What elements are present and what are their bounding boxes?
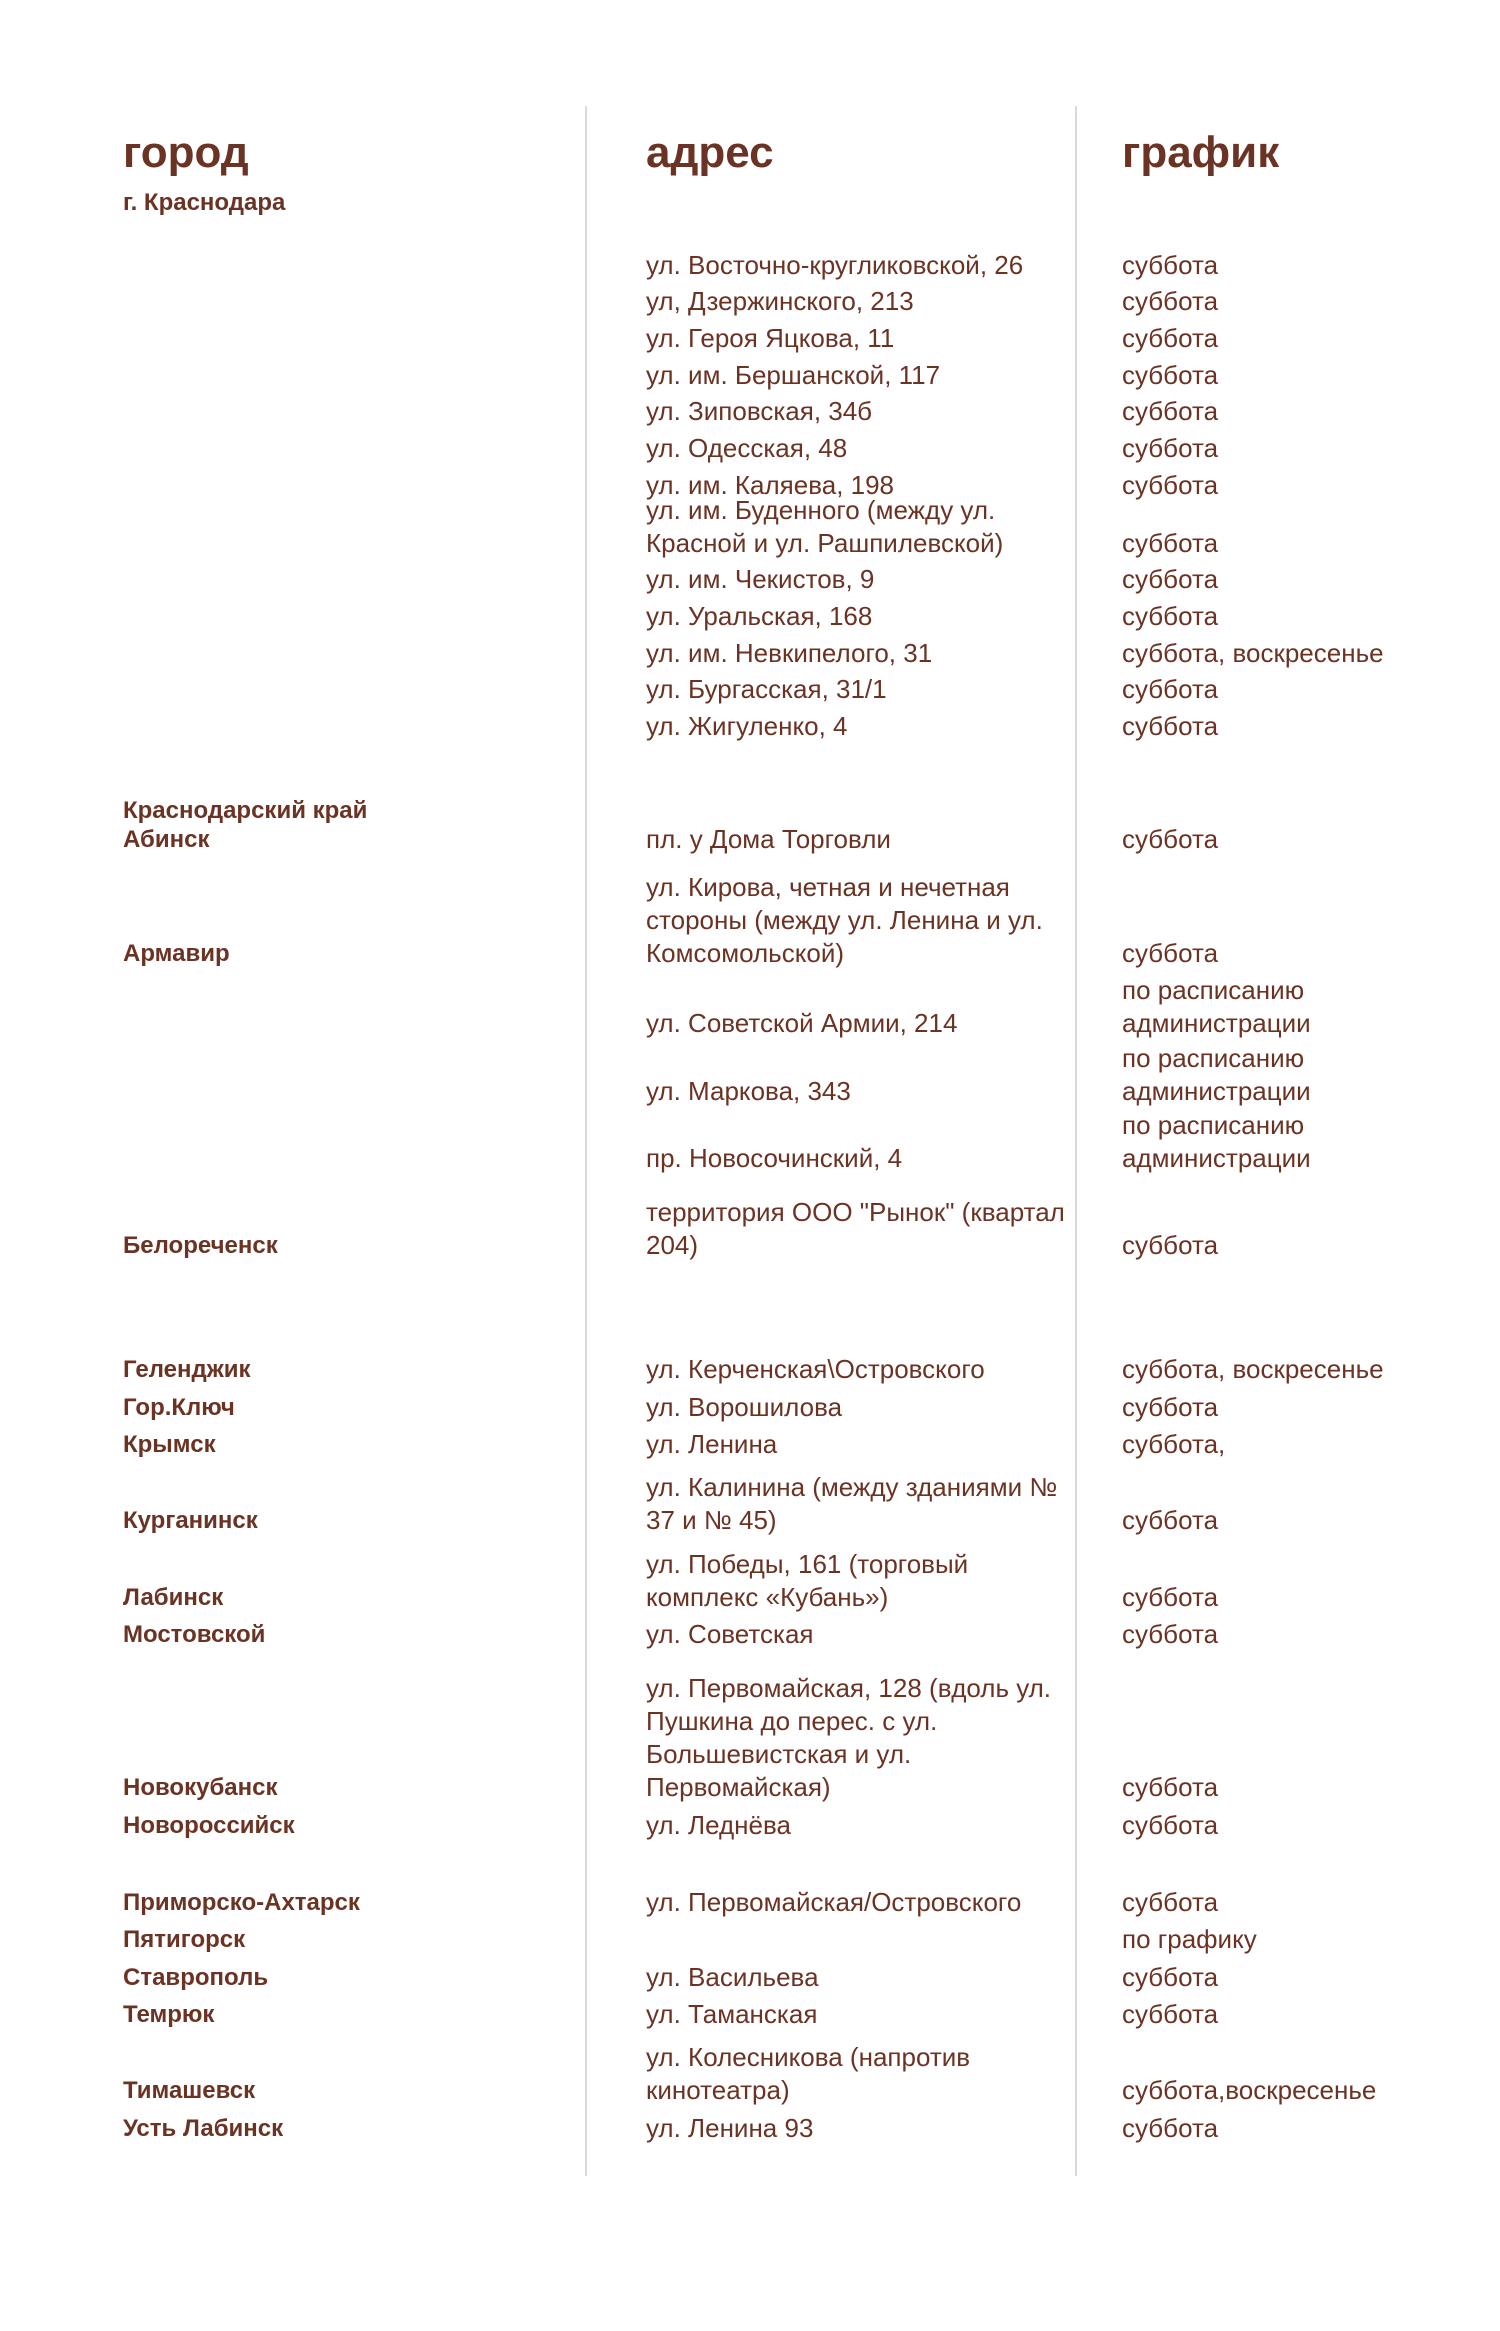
krasnodar-address-cell: ул. Бургасская, 31/1 xyxy=(646,674,887,704)
header-address: адрес xyxy=(646,128,774,177)
krasnodar-schedule-cell: суббота xyxy=(1122,360,1219,390)
region-address-cell: ул. Таманская xyxy=(646,1999,818,2029)
region-address-cell: пл. у Дома Торговли xyxy=(646,824,891,854)
region-schedule-cell: суббота xyxy=(1122,1505,1219,1535)
region-address-cell: ул. Советская xyxy=(646,1619,814,1649)
region-address-cell: ул. Леднёва xyxy=(646,1810,791,1840)
krasnodar-schedule-cell: суббота xyxy=(1122,564,1219,594)
region-address-cell: ул. Советской Армии, 214 xyxy=(646,1008,958,1038)
region-schedule-cell: суббота xyxy=(1122,1772,1219,1802)
region-address-cell: ул. Маркова, 343 xyxy=(646,1076,851,1106)
region-address-cell: ул. Керченская\Островского xyxy=(646,1354,985,1384)
region-address-cell: ул. Васильева xyxy=(646,1962,819,1992)
krasnodar-address-cell: ул. Героя Яцкова, 11 xyxy=(646,323,895,353)
region-city-cell: Мостовской xyxy=(123,1621,266,1648)
region-schedule-cell: суббота xyxy=(1122,824,1219,854)
region-schedule-cell: по расписанию администрации xyxy=(1122,1043,1311,1106)
region-schedule-cell: суббота xyxy=(1122,1962,1219,1992)
region-address-cell: ул. Ворошилова xyxy=(646,1392,843,1422)
region-city-cell: Приморско-Ахтарск xyxy=(123,1889,360,1916)
krasnodar-address-cell: ул. им. Буденного (между ул. Красной и ул. Рашпилевской) xyxy=(646,495,1004,558)
krasnodar-address-cell: ул. Уральская, 168 xyxy=(646,601,873,631)
header-city: город xyxy=(123,128,249,177)
krasnodar-address-cell: ул. Одесская, 48 xyxy=(646,433,848,463)
header-schedule: график xyxy=(1122,128,1280,177)
column-divider-right xyxy=(1075,106,1077,2176)
krasnodar-schedule-cell: суббота xyxy=(1122,250,1219,280)
krasnodar-schedule-cell: суббота xyxy=(1122,674,1219,704)
krasnodar-address-cell: ул. Зиповская, 34б xyxy=(646,396,873,426)
krasnodar-schedule-cell: суббота xyxy=(1122,470,1219,500)
region-schedule-cell: суббота xyxy=(1122,1230,1219,1260)
region-address-cell: ул. Кирова, четная и нечетная стороны (между ул. Ленина и ул. Комсомольской) xyxy=(646,872,1043,968)
region-address-cell: территория ООО "Рынок" (квартал 204) xyxy=(646,1197,1065,1260)
region-schedule-cell: суббота,воскресенье xyxy=(1122,2075,1377,2105)
column-divider-left xyxy=(585,106,587,2176)
krasnodar-schedule-cell: суббота xyxy=(1122,433,1219,463)
region-address-cell: пр. Новосочинский, 4 xyxy=(646,1143,903,1173)
region-schedule-cell: по графику xyxy=(1122,1924,1257,1954)
region-city-cell: Лабинск xyxy=(123,1584,224,1611)
region-schedule-cell: суббота xyxy=(1122,1810,1219,1840)
krasnodar-schedule-cell: суббота xyxy=(1122,286,1219,316)
krasnodar-schedule-cell: суббота, воскресенье xyxy=(1122,638,1384,668)
krasnodar-address-cell: ул. им. Каляева, 198 xyxy=(646,470,895,500)
region-schedule-cell: суббота xyxy=(1122,1999,1219,2029)
region-address-cell: ул. Первомайская/Островского xyxy=(646,1887,1022,1917)
region-schedule-cell: суббота xyxy=(1122,2113,1219,2143)
region-address-cell: ул. Ленина xyxy=(646,1429,778,1459)
region-schedule-cell: суббота xyxy=(1122,1392,1219,1422)
region-city-cell: Новороссийск xyxy=(123,1812,295,1839)
krasnodar-address-cell: ул. Жигуленко, 4 xyxy=(646,711,848,741)
krasnodar-address-cell: ул. им. Бершанской, 117 xyxy=(646,360,941,390)
region-address-cell: ул. Калинина (между зданиями № 37 и № 45) xyxy=(646,1472,1058,1535)
krasnodar-schedule-cell: суббота xyxy=(1122,396,1219,426)
region-schedule-cell: суббота xyxy=(1122,1619,1219,1649)
region-schedule-cell: по расписанию администрации xyxy=(1122,975,1311,1038)
region-city-cell: Армавир xyxy=(123,940,230,967)
region-city-cell: Курганинск xyxy=(123,1507,258,1534)
region-city-cell: Новокубанск xyxy=(123,1774,278,1801)
krasnodar-schedule-cell: суббота xyxy=(1122,323,1219,353)
region-schedule-cell: суббота xyxy=(1122,938,1219,968)
region-address-cell: ул. Ленина 93 xyxy=(646,2113,814,2143)
region-address-cell: ул. Колесникова (напротив кинотеатра) xyxy=(646,2042,971,2105)
region-city-cell: Тимашевск xyxy=(123,2077,256,2104)
region-schedule-cell: по расписанию администрации xyxy=(1122,1110,1311,1173)
krasnodar-address-cell: ул. Восточно-кругликовской, 26 xyxy=(646,250,1024,280)
section-title-region: Краснодарский край xyxy=(123,797,368,824)
region-city-cell: Усть Лабинск xyxy=(123,2115,284,2142)
region-schedule-cell: суббота, xyxy=(1122,1429,1226,1459)
krasnodar-address-cell: ул. им. Невкипелого, 31 xyxy=(646,638,933,668)
region-schedule-cell: суббота xyxy=(1122,1582,1219,1612)
region-city-cell: Белореченск xyxy=(123,1232,278,1259)
region-address-cell: ул. Первомайская, 128 (вдоль ул. Пушкина до перес. с ул. Большевистская и ул. Первомайская) xyxy=(646,1673,1052,1802)
krasnodar-schedule-cell: суббота xyxy=(1122,711,1219,741)
region-schedule-cell: суббота xyxy=(1122,1887,1219,1917)
region-city-cell: Абинск xyxy=(123,826,210,853)
region-address-cell: ул. Победы, 161 (торговый комплекс «Кубань») xyxy=(646,1549,969,1612)
region-city-cell: Темрюк xyxy=(123,2001,215,2028)
krasnodar-address-cell: ул, Дзержинского, 213 xyxy=(646,286,914,316)
region-city-cell: Крымск xyxy=(123,1431,216,1458)
krasnodar-address-cell: ул. им. Чекистов, 9 xyxy=(646,564,875,594)
region-city-cell: Геленджик xyxy=(123,1356,251,1383)
region-city-cell: Гор.Ключ xyxy=(123,1394,235,1421)
section-title-krasnodar: г. Краснодара xyxy=(123,189,286,216)
region-city-cell: Ставрополь xyxy=(123,1964,269,1991)
krasnodar-schedule-cell: суббота xyxy=(1122,528,1219,558)
region-city-cell: Пятигорск xyxy=(123,1926,246,1953)
krasnodar-schedule-cell: суббота xyxy=(1122,601,1219,631)
region-schedule-cell: суббота, воскресенье xyxy=(1122,1354,1384,1384)
